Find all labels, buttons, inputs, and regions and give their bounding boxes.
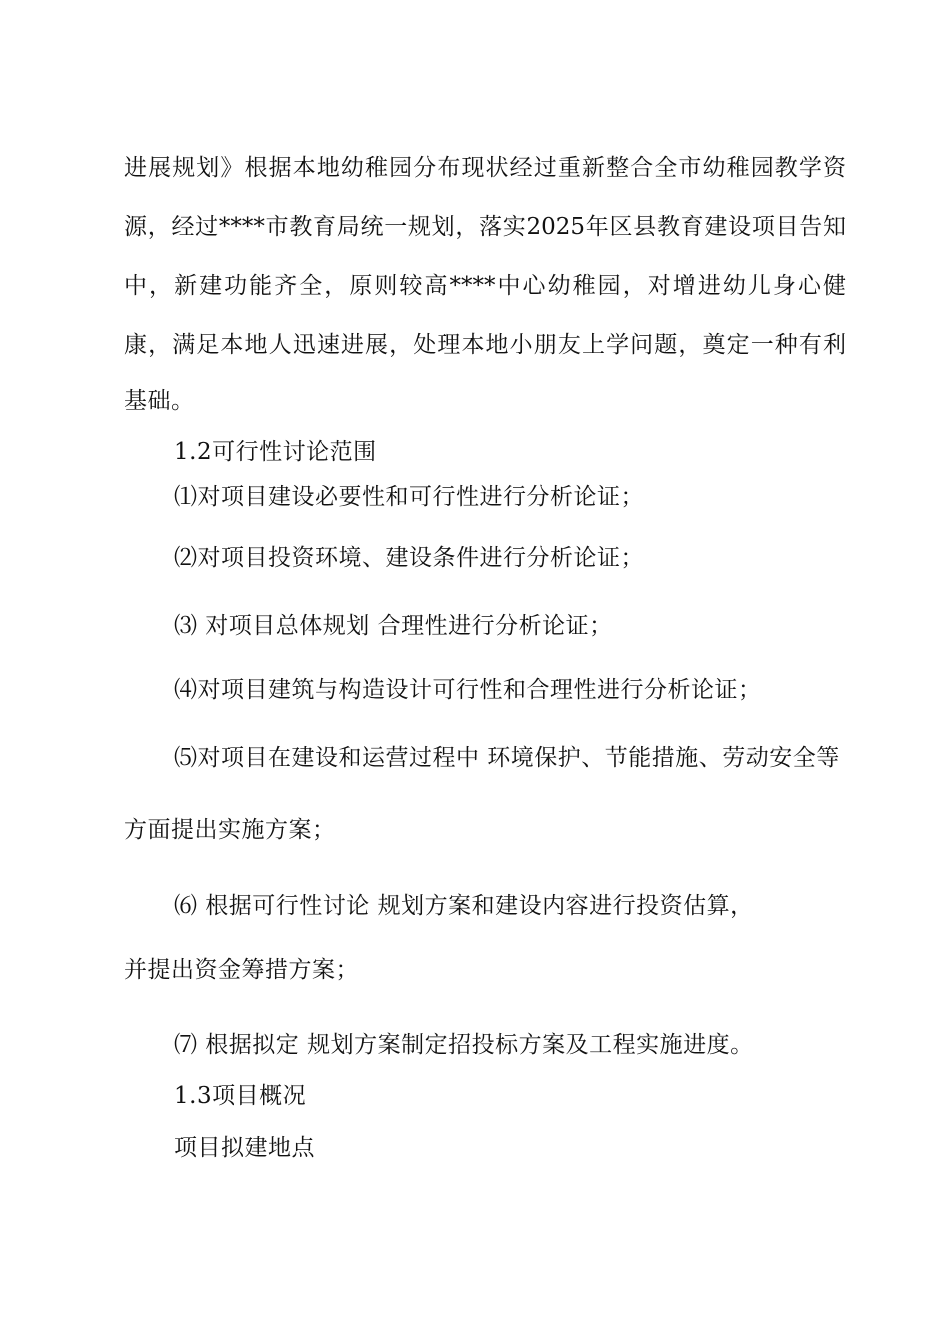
- scope-item-7: ⑺ 根据拟定 规划方案制定招投标方案及工程实施进度。: [174, 1032, 754, 1058]
- scope-item-6: ⑹ 根据可行性讨论 规划方案和建设内容进行投资估算，: [174, 893, 754, 919]
- paragraph-line: 基础。: [124, 388, 195, 414]
- scope-item-3: ⑶ 对项目总体规划 合理性进行分析论证；: [174, 613, 613, 639]
- scope-item-1: ⑴对项目建设必要性和可行性进行分析论证；: [174, 484, 644, 510]
- paragraph-line: 进展规划》根据本地幼稚园分布现状经过重新整合全市幼稚园教学资: [124, 155, 846, 181]
- paragraph-line: 康，满足本地人迅速进展，处理本地小朋友上学问题，奠定一种有利: [124, 332, 846, 358]
- scope-item-4: ⑷对项目建筑与构造设计可行性和合理性进行分析论证；: [174, 677, 762, 703]
- scope-item-5: ⑸对项目在建设和运营过程中 环境保护、节能措施、劳动安全等: [174, 745, 840, 771]
- paragraph-line: 中，新建功能齐全，原则较高****中心幼稚园，对增进幼儿身心健: [124, 273, 846, 299]
- scope-item-6-continuation: 并提出资金筹措方案；: [124, 957, 359, 983]
- scope-item-2: ⑵对项目投资环境、建设条件进行分析论证；: [174, 545, 644, 571]
- scope-item-5-continuation: 方面提出实施方案；: [124, 817, 336, 843]
- section-heading-1-3: 1.3项目概况: [174, 1083, 307, 1109]
- subheading-project-location: 项目拟建地点: [174, 1135, 315, 1161]
- paragraph-line: 源，经过****市教育局统一规划，落实2025年区县教育建设项目告知: [124, 214, 846, 240]
- section-heading-1-2: 1.2可行性讨论范围: [174, 439, 377, 465]
